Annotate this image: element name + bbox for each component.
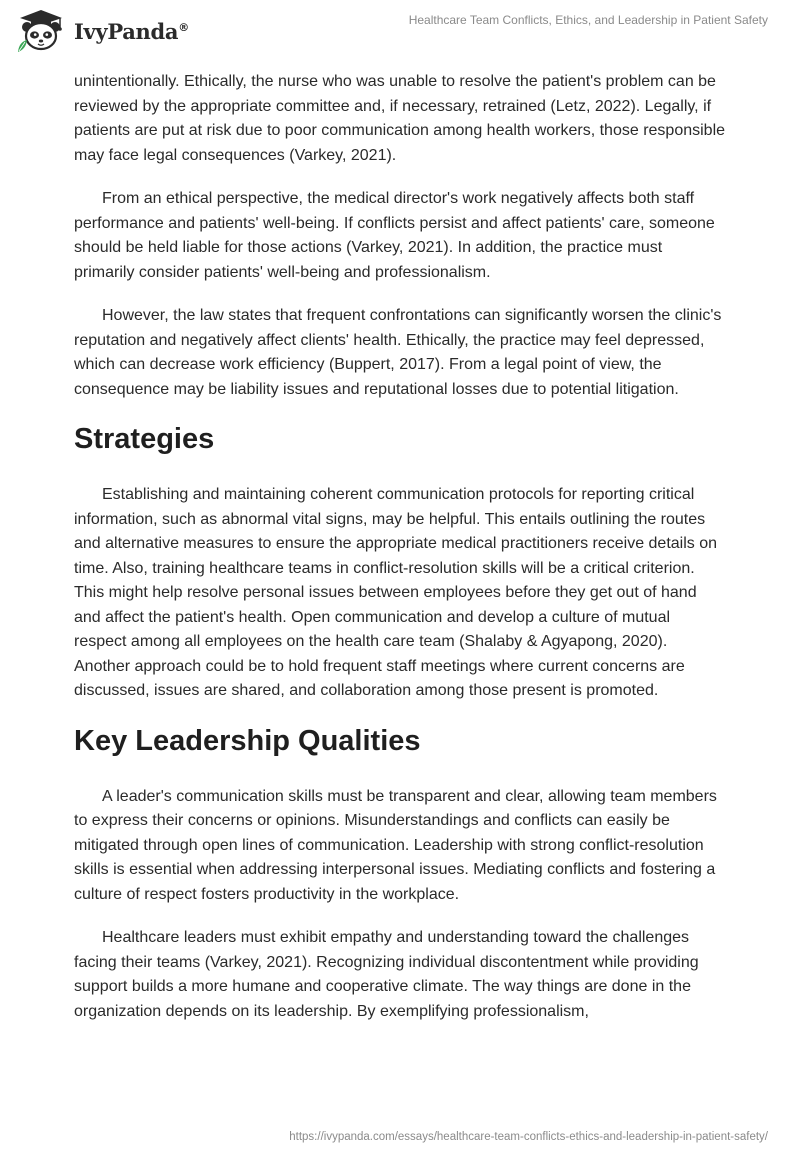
paragraph: unintentionally. Ethically, the nurse who was unable to resolve the patient's problem can be reviewed by the appropriate committee and, if necessary, retrained (Letz, 2022). Legally, if patients are put at risk due to poor communication among health workers, those responsible may face legal consequences (Varkey, 2021). [74,73,726,164]
section-heading-strategies: Strategies [74,423,215,455]
paragraph: Establishing and maintaining coherent communication protocols for reporting critical information, such as abnormal vital signs, may be helpful. This entails outlining the routes and alternative measures to ensure the appropriate medical practitioners receive details on time. Also, training healthcare teams in conflict-resolution skills will be a critical criterion. This might help resolve personal issues between employees before they get out of hand and affect the patient's health. Open communication and develop a culture of mutual respect among all employees on the health care team (Shalaby & Agyapong, 2020). Another approach could be to hold frequent staff meetings where current concerns are discussed, issues are shared, and collaboration among those present is promoted. [74,486,718,699]
paragraph: However, the law states that frequent confrontations can significantly worsen the clinic's reputation and negatively affect clients' health. Ethically, the practice may feel depressed, which can decrease work efficiency (Buppert, 2017). From a legal point of view, the consequence may be liability issues and reputational losses due to potential litigation. [74,307,722,398]
ivypanda-logo[interactable] [16,8,189,54]
logo-wordmark: IvyPanda® [74,18,189,44]
section-heading-leadership: Key Leadership Qualities [74,724,421,757]
running-title: Healthcare Team Conflicts, Ethics, and Leadership in Patient Safety [408,13,768,27]
paragraph: Healthcare leaders must exhibit empathy and understanding toward the challenges facing their teams (Varkey, 2021). Recognizing individual discontentment while providing support builds a more humane and cooperative climate. The way things are done in the organization depends on its leadership. By exemplifying professionalism, [74,929,699,1020]
essay-body [74,70,726,1043]
panda-graduate-icon [16,8,66,54]
paragraph: From an ethical perspective, the medical director's work negatively affects both staff performance and patients' well-being. If conflicts persist and affect patients' care, someone should be held liable for those actions (Varkey, 2021). In addition, the practice must primarily consider patients' well-being and professionalism. [74,190,715,281]
paragraph: A leader's communication skills must be transparent and clear, allowing team members to express their concerns or opinions. Misunderstandings and conflicts can easily be mitigated through open lines of communication. Leadership with strong conflict-resolution skills is essential when addressing interpersonal issues. Mediating conflicts and fostering a culture of respect fosters productivity in the workplace. [74,787,717,903]
registered-mark: ® [178,20,189,34]
source-url[interactable]: https://ivypanda.com/essays/healthcare-team-conflicts-ethics-and-leadership-in-patient-safety/ [289,1131,768,1143]
page-header [0,0,800,64]
